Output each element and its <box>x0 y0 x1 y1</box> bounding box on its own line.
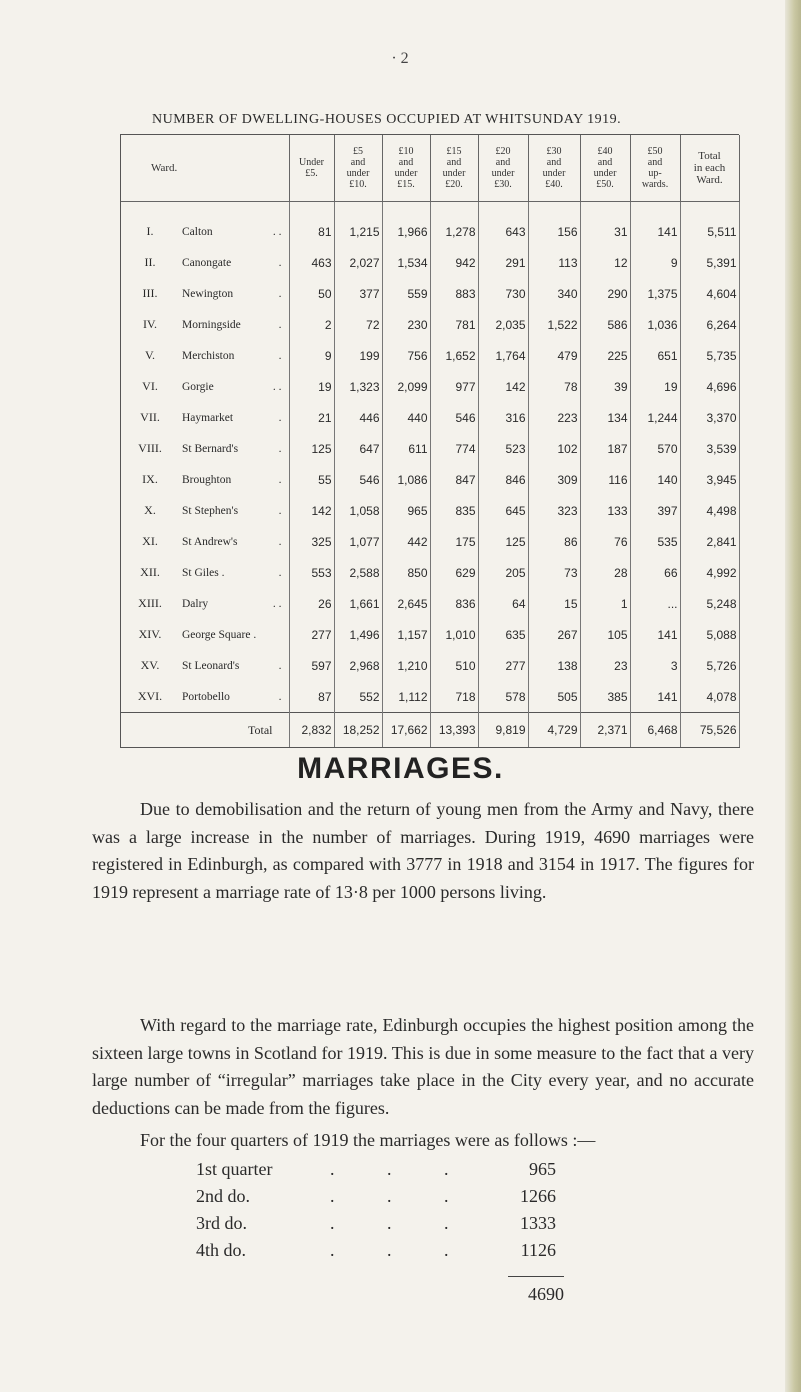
quarters-total: 4690 <box>528 1284 564 1304</box>
count-cell: 552 <box>334 681 382 713</box>
ward-name: Calton . . <box>179 202 289 248</box>
count-cell: 1,210 <box>382 650 430 681</box>
count-cell: 1,496 <box>334 619 382 650</box>
ward-name: Newington . <box>179 278 289 309</box>
count-cell: 15 <box>528 588 580 619</box>
count-cell: 1,534 <box>382 247 430 278</box>
count-cell: 510 <box>430 650 478 681</box>
count-cell: 1,764 <box>478 340 528 371</box>
count-cell: 2 <box>289 309 334 340</box>
quarters-list <box>196 1156 556 1264</box>
count-cell: 325 <box>289 526 334 557</box>
count-cell: 39 <box>580 371 630 402</box>
count-cell: 2,099 <box>382 371 430 402</box>
count-cell: 133 <box>580 495 630 526</box>
ward-total-cell: 3,370 <box>680 402 739 433</box>
table-row <box>121 681 739 713</box>
count-cell: 277 <box>478 650 528 681</box>
marriages-paragraph-2: With regard to the marriage rate, Edinburgh occupies the highest position among the sixteen large towns in Scotland for 1919. This is due in some measure to the fact that a very large number of “irregular” marriages take place in the City every year, and no accurate deductions can be made from the figures. <box>92 1015 754 1118</box>
ward-name: St Leonard's . <box>179 650 289 681</box>
count-cell: 479 <box>528 340 580 371</box>
count-cell: 187 <box>580 433 630 464</box>
count-cell: 730 <box>478 278 528 309</box>
ward-number: XVI. <box>137 689 163 703</box>
count-cell: 309 <box>528 464 580 495</box>
page-edge <box>785 0 801 1392</box>
count-cell: 323 <box>528 495 580 526</box>
ward-name: George Square . <box>179 619 289 650</box>
count-cell: 1,661 <box>334 588 382 619</box>
ward-number: VI. <box>142 379 158 393</box>
count-cell: 1,278 <box>430 202 478 248</box>
count-cell: 1,375 <box>630 278 680 309</box>
count-cell: 142 <box>289 495 334 526</box>
count-cell: 442 <box>382 526 430 557</box>
count-cell: 21 <box>289 402 334 433</box>
count-cell: 440 <box>382 402 430 433</box>
count-cell: 340 <box>528 278 580 309</box>
count-cell: 26 <box>289 588 334 619</box>
marriages-paragraph-3: For the four quarters of 1919 the marriages were as follows :— <box>140 1130 596 1150</box>
count-cell: 2,968 <box>334 650 382 681</box>
count-cell: 12 <box>580 247 630 278</box>
count-cell: 23 <box>580 650 630 681</box>
count-cell: 199 <box>334 340 382 371</box>
quarter-label: 3rd do. <box>196 1213 247 1233</box>
quarter-label: 2nd do. <box>196 1186 250 1206</box>
table-row <box>121 340 739 371</box>
ward-total-cell: 5,735 <box>680 340 739 371</box>
quarter-row: 4th do. . . . 1126 <box>196 1237 556 1264</box>
count-cell: 141 <box>630 202 680 248</box>
quarters-total-rule <box>508 1276 564 1277</box>
count-cell: 28 <box>580 557 630 588</box>
table-row <box>121 495 739 526</box>
table-row <box>121 650 739 681</box>
count-cell: 19 <box>630 371 680 402</box>
table-title: NUMBER OF DWELLING-HOUSES OCCUPIED AT WHITSUNDAY 1919. <box>152 112 622 127</box>
count-cell: 140 <box>630 464 680 495</box>
count-cell: 977 <box>430 371 478 402</box>
count-cell: 1,036 <box>630 309 680 340</box>
header-ward: Ward. <box>121 135 289 202</box>
count-cell: 125 <box>289 433 334 464</box>
ward-name: Haymarket . <box>179 402 289 433</box>
ward-name: Dalry . . <box>179 588 289 619</box>
ward-total-cell: 5,391 <box>680 247 739 278</box>
count-cell: 836 <box>430 588 478 619</box>
count-cell: 1 <box>580 588 630 619</box>
ward-number: IX. <box>142 472 158 486</box>
header-5-10: £5 and under £10. <box>334 135 382 202</box>
count-cell: 138 <box>528 650 580 681</box>
count-cell: 635 <box>478 619 528 650</box>
count-cell: 846 <box>478 464 528 495</box>
count-cell: 1,077 <box>334 526 382 557</box>
total-cell: 9,819 <box>478 713 528 748</box>
table-row <box>121 402 739 433</box>
count-cell: 1,323 <box>334 371 382 402</box>
table-row <box>121 202 739 248</box>
count-cell: 385 <box>580 681 630 713</box>
table-row <box>121 278 739 309</box>
count-cell: 316 <box>478 402 528 433</box>
count-cell: 651 <box>630 340 680 371</box>
count-cell: 965 <box>382 495 430 526</box>
ward-number: VIII. <box>138 441 162 455</box>
quarter-row: 1st quarter . . . 965 <box>196 1156 556 1183</box>
ward-name: Merchiston . <box>179 340 289 371</box>
table-row <box>121 526 739 557</box>
count-cell: 105 <box>580 619 630 650</box>
ward-name: Morningside . <box>179 309 289 340</box>
table-row <box>121 433 739 464</box>
ward-total-cell: 4,498 <box>680 495 739 526</box>
ward-total-cell: 5,088 <box>680 619 739 650</box>
ward-number: X. <box>144 503 156 517</box>
total-label: Total <box>121 713 289 748</box>
count-cell: 290 <box>580 278 630 309</box>
count-cell: 756 <box>382 340 430 371</box>
count-cell: 546 <box>334 464 382 495</box>
ward-number: XI. <box>142 534 158 548</box>
ward-name: St Stephen's . <box>179 495 289 526</box>
count-cell: 645 <box>478 495 528 526</box>
total-cell: 13,393 <box>430 713 478 748</box>
header-total: Total in each Ward. <box>680 135 739 202</box>
header-20-30: £20 and under £30. <box>478 135 528 202</box>
ward-total-cell: 4,604 <box>680 278 739 309</box>
ward-total-cell: 4,992 <box>680 557 739 588</box>
ward-number: V. <box>144 348 156 362</box>
count-cell: 774 <box>430 433 478 464</box>
count-cell: 559 <box>382 278 430 309</box>
count-cell: 86 <box>528 526 580 557</box>
count-cell: 2,027 <box>334 247 382 278</box>
ward-number: I. <box>146 224 154 238</box>
count-cell: 175 <box>430 526 478 557</box>
count-cell: 847 <box>430 464 478 495</box>
count-cell: 230 <box>382 309 430 340</box>
count-cell: 781 <box>430 309 478 340</box>
count-cell: 835 <box>430 495 478 526</box>
ward-name: Gorgie . . <box>179 371 289 402</box>
count-cell: 546 <box>430 402 478 433</box>
count-cell: 205 <box>478 557 528 588</box>
table-row <box>121 588 739 619</box>
count-cell: 377 <box>334 278 382 309</box>
count-cell: 535 <box>630 526 680 557</box>
count-cell: 647 <box>334 433 382 464</box>
count-cell: 1,966 <box>382 202 430 248</box>
count-cell: 1,157 <box>382 619 430 650</box>
ward-name: Broughton . <box>179 464 289 495</box>
total-cell: 2,371 <box>580 713 630 748</box>
quarter-label: 1st quarter <box>196 1159 273 1179</box>
count-cell: 267 <box>528 619 580 650</box>
total-cell: 17,662 <box>382 713 430 748</box>
quarter-value: 965 <box>529 1159 556 1179</box>
marriages-paragraph-1: Due to demobilisation and the return of young men from the Army and Navy, there was a large increase in the number of marriages. During 1919, 4690 marriages were registered in Edinburgh, as compared with 3777 in 1918 and 3154 in 1917. The figures for 1919 represent a marriage rate of 13·8 per 1000 persons living. <box>92 799 754 902</box>
header-15-20: £15 and under £20. <box>430 135 478 202</box>
header-40-50: £40 and under £50. <box>580 135 630 202</box>
total-cell: 75,526 <box>680 713 739 748</box>
count-cell: 116 <box>580 464 630 495</box>
count-cell: 1,010 <box>430 619 478 650</box>
header-row <box>121 135 739 202</box>
count-cell: 102 <box>528 433 580 464</box>
ward-number: VII. <box>140 410 160 424</box>
ward-name: St Andrew's . <box>179 526 289 557</box>
table-row <box>121 557 739 588</box>
table-row <box>121 309 739 340</box>
ward-total-cell: 5,726 <box>680 650 739 681</box>
count-cell: 578 <box>478 681 528 713</box>
count-cell: 55 <box>289 464 334 495</box>
ward-number: XV. <box>140 658 160 672</box>
table-row <box>121 371 739 402</box>
ward-number: XIV. <box>138 627 162 641</box>
count-cell: 597 <box>289 650 334 681</box>
count-cell: 2,645 <box>382 588 430 619</box>
count-cell: 1,058 <box>334 495 382 526</box>
total-cell: 18,252 <box>334 713 382 748</box>
count-cell: 156 <box>528 202 580 248</box>
ward-name: St Giles . . <box>179 557 289 588</box>
count-cell: 141 <box>630 619 680 650</box>
table-row <box>121 464 739 495</box>
ward-total-cell: 6,264 <box>680 309 739 340</box>
table-row <box>121 247 739 278</box>
ward-total-cell: 3,945 <box>680 464 739 495</box>
quarter-row: 3rd do. . . . 1333 <box>196 1210 556 1237</box>
count-cell: 553 <box>289 557 334 588</box>
count-cell: 9 <box>630 247 680 278</box>
count-cell: 505 <box>528 681 580 713</box>
dwelling-houses-table <box>120 134 739 748</box>
ward-number: XII. <box>140 565 160 579</box>
count-cell: 1,244 <box>630 402 680 433</box>
ward-total-cell: 5,511 <box>680 202 739 248</box>
ward-number: III. <box>142 286 158 300</box>
ward-name: Portobello . <box>179 681 289 713</box>
ward-total-cell: 3,539 <box>680 433 739 464</box>
quarter-value: 1126 <box>520 1240 556 1260</box>
count-cell: 142 <box>478 371 528 402</box>
count-cell: 78 <box>528 371 580 402</box>
ward-total-cell: 5,248 <box>680 588 739 619</box>
ward-number: II. <box>144 255 156 269</box>
total-cell: 2,832 <box>289 713 334 748</box>
count-cell: 883 <box>430 278 478 309</box>
count-cell: 141 <box>630 681 680 713</box>
count-cell: 113 <box>528 247 580 278</box>
count-cell: 125 <box>478 526 528 557</box>
count-cell: 523 <box>478 433 528 464</box>
count-cell: 2,588 <box>334 557 382 588</box>
quarter-value: 1333 <box>520 1213 556 1233</box>
count-cell: 9 <box>289 340 334 371</box>
count-cell: 73 <box>528 557 580 588</box>
count-cell: 50 <box>289 278 334 309</box>
count-cell: 850 <box>382 557 430 588</box>
ward-total-cell: 4,078 <box>680 681 739 713</box>
count-cell: 397 <box>630 495 680 526</box>
page-number: · 2 <box>391 50 409 67</box>
count-cell: 611 <box>382 433 430 464</box>
count-cell: 81 <box>289 202 334 248</box>
count-cell: 76 <box>580 526 630 557</box>
count-cell: 1,522 <box>528 309 580 340</box>
count-cell: 570 <box>630 433 680 464</box>
count-cell: 629 <box>430 557 478 588</box>
count-cell: 1,086 <box>382 464 430 495</box>
table-body <box>121 202 739 748</box>
count-cell: 586 <box>580 309 630 340</box>
header-30-40: £30 and under £40. <box>528 135 580 202</box>
quarter-value: 1266 <box>520 1186 556 1206</box>
count-cell: 277 <box>289 619 334 650</box>
marriages-heading: MARRIAGES. <box>297 752 504 785</box>
header-under-5: Under £5. <box>289 135 334 202</box>
count-cell: 3 <box>630 650 680 681</box>
quarter-label: 4th do. <box>196 1240 247 1260</box>
ward-number: IV. <box>142 317 158 331</box>
count-cell: 1,112 <box>382 681 430 713</box>
count-cell: 718 <box>430 681 478 713</box>
ward-number: XIII. <box>138 596 162 610</box>
count-cell: 19 <box>289 371 334 402</box>
count-cell: 225 <box>580 340 630 371</box>
count-cell: 942 <box>430 247 478 278</box>
total-row <box>121 713 739 748</box>
ward-name: St Bernard's . <box>179 433 289 464</box>
count-cell: 291 <box>478 247 528 278</box>
count-cell: 223 <box>528 402 580 433</box>
total-cell: 4,729 <box>528 713 580 748</box>
count-cell: 463 <box>289 247 334 278</box>
ward-total-cell: 2,841 <box>680 526 739 557</box>
quarter-row: 2nd do. . . . 1266 <box>196 1183 556 1210</box>
count-cell: 31 <box>580 202 630 248</box>
count-cell: 446 <box>334 402 382 433</box>
count-cell: 72 <box>334 309 382 340</box>
count-cell: 87 <box>289 681 334 713</box>
header-10-15: £10 and under £15. <box>382 135 430 202</box>
header-50-upwards: £50 and up- wards. <box>630 135 680 202</box>
count-cell: 1,652 <box>430 340 478 371</box>
count-cell: 1,215 <box>334 202 382 248</box>
ward-total-cell: 4,696 <box>680 371 739 402</box>
count-cell: ... <box>630 588 680 619</box>
count-cell: 134 <box>580 402 630 433</box>
ward-name: Canongate . <box>179 247 289 278</box>
count-cell: 643 <box>478 202 528 248</box>
count-cell: 2,035 <box>478 309 528 340</box>
count-cell: 64 <box>478 588 528 619</box>
count-cell: 66 <box>630 557 680 588</box>
total-cell: 6,468 <box>630 713 680 748</box>
table-row <box>121 619 739 650</box>
